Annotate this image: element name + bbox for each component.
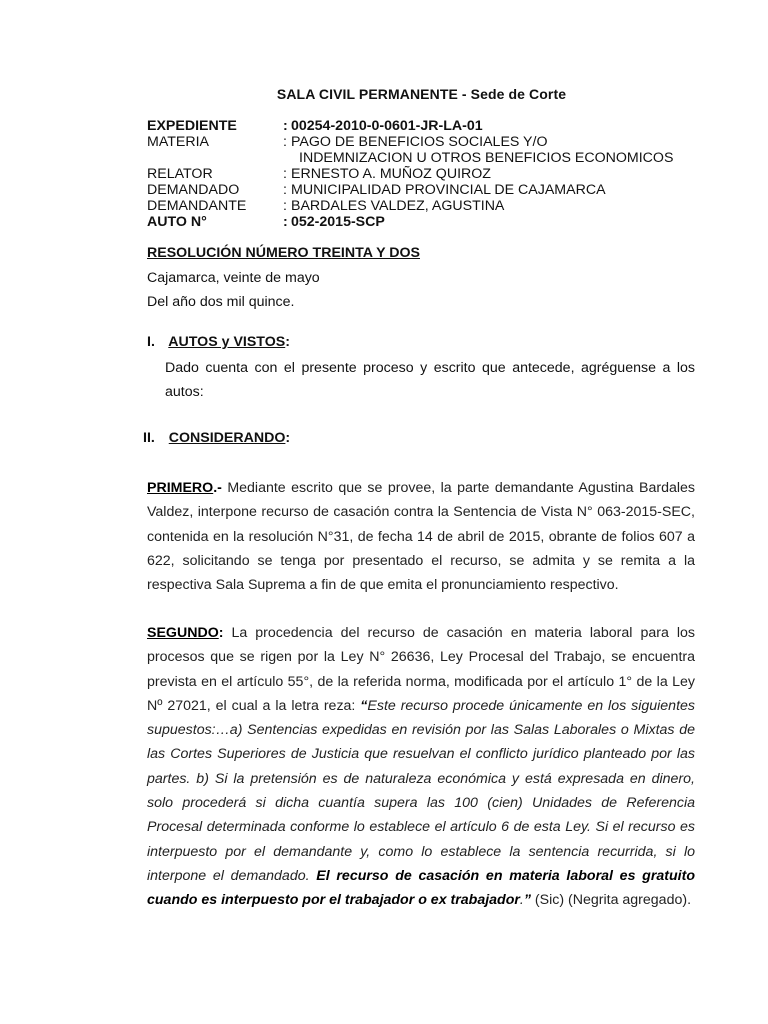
materia-value: PAGO DE BENEFICIOS SOCIALES Y/O bbox=[291, 134, 548, 150]
expediente-sep: : bbox=[283, 118, 288, 134]
header-row-demandante bbox=[147, 198, 707, 214]
auto-sep: : bbox=[283, 214, 288, 230]
section-autos-title: AUTOS y VISTOS bbox=[168, 334, 286, 350]
date-line-year: Del año dos mil quince. bbox=[147, 294, 295, 310]
header-row-auto bbox=[147, 214, 707, 230]
auto-value: 052-2015-SCP bbox=[291, 214, 385, 230]
demandante-label: DEMANDANTE bbox=[147, 198, 247, 214]
section-considerando-heading bbox=[143, 430, 290, 446]
primero-text: Mediante escrito que se provee, la parte demandante Agustina Bardales Valdez, interpone recurso de casación contra la Sentencia de Vista N° 063-2015-SEC, contenida en la resolución N°31, de fecha 14 de abril de 2015, obrante de folios 607 a 622, solicitando se tenga por presentado el recurso, se admita y se remita a la respectiva Sala Suprema a fin de que emita el pronunciamiento respectivo. bbox=[147, 480, 695, 594]
resolution-heading: RESOLUCIÓN NÚMERO TREINTA Y DOS bbox=[147, 245, 420, 261]
header-row-materia bbox=[147, 134, 707, 166]
relator-sep: : bbox=[283, 166, 287, 182]
demandante-sep: : bbox=[283, 198, 287, 214]
segundo-lead-tail: : bbox=[218, 625, 224, 641]
materia-sep: : bbox=[283, 134, 287, 150]
expediente-value: 00254-2010-0-0601-JR-LA-01 bbox=[291, 118, 483, 134]
primero-paragraph bbox=[147, 476, 695, 597]
autos-paragraph: Dado cuenta con el presente proceso y escrito que antecede, agréguense a los autos: bbox=[165, 360, 695, 400]
segundo-paragraph bbox=[147, 621, 695, 913]
primero-lead-tail: .- bbox=[213, 480, 222, 496]
demandado-sep: : bbox=[283, 182, 287, 198]
segundo-quote-end: . bbox=[519, 892, 524, 909]
date-line-place: Cajamarca, veinte de mayo bbox=[147, 270, 320, 286]
document-title: SALA CIVIL PERMANENTE - Sede de Corte bbox=[276, 86, 567, 102]
section-considerando-title: CONSIDERANDO bbox=[168, 430, 286, 446]
section-autos-heading bbox=[147, 334, 290, 350]
demandante-value: BARDALES VALDEZ, AGUSTINA bbox=[291, 198, 505, 214]
demandado-label: DEMANDADO bbox=[147, 182, 240, 198]
header-row-relator bbox=[147, 166, 707, 182]
section-autos-colon: : bbox=[285, 334, 290, 350]
auto-label: AUTO N° bbox=[147, 214, 207, 230]
header-row-demandado bbox=[147, 182, 707, 198]
segundo-quote: Este recurso procede únicamente en los siguientes supuestos:…a) Sentencias expedidas en revisión por las Salas Laborales o Mixtas de las Cortes Superiores de Justicia que resuelvan el conflicto jurídico planteado por las partes. b) Si la pretensión es de naturaleza económica y está expresada en dinero, solo procederá si dicha cuantía supera las 100 (cien) Unidades de Referencia Procesal determinada conforme lo establece el artículo 6 de esta Ley. Si el recurso es interpuesto por el demandante y, como lo establece la sentencia recurrida, si lo interpone el demandado. bbox=[147, 697, 695, 884]
segundo-tail: (Sic) (Negrita agregado). bbox=[530, 892, 692, 909]
segundo-lead: SEGUNDO bbox=[147, 625, 219, 641]
expediente-label: EXPEDIENTE bbox=[147, 118, 237, 134]
section-autos-number: I. bbox=[147, 334, 155, 350]
case-header bbox=[147, 118, 707, 230]
demandado-value: MUNICIPALIDAD PROVINCIAL DE CAJAMARCA bbox=[291, 182, 606, 198]
header-row-expediente bbox=[147, 118, 707, 134]
relator-label: RELATOR bbox=[147, 166, 213, 182]
primero-lead: PRIMERO bbox=[147, 480, 214, 496]
relator-value: ERNESTO A. MUÑOZ QUIROZ bbox=[291, 166, 491, 182]
segundo-quote-open: “ bbox=[360, 697, 368, 714]
section-considerando-colon: : bbox=[285, 430, 291, 446]
section-considerando-number: II. bbox=[143, 430, 155, 446]
segundo-text: La procedencia del recurso de casación en materia laboral para los procesos que se rigen por la Ley N° 26636, Ley Procesal del Trabajo, se encuentra prevista en el artículo 55°, de la referida norma, modificada por el artículo 1° de la Ley Nº 27021, el cual a la letra reza: bbox=[147, 625, 695, 714]
materia-value-block bbox=[291, 134, 707, 166]
segundo-quote-close: ” bbox=[523, 892, 531, 909]
materia-value-continued: INDEMNIZACION U OTROS BENEFICIOS ECONOMICOS bbox=[299, 150, 674, 166]
segundo-quote-bold: El recurso de casación en materia laboral es gratuito cuando es interpuesto por el trabajador o ex trabajador bbox=[147, 867, 695, 909]
materia-label: MATERIA bbox=[147, 134, 210, 150]
